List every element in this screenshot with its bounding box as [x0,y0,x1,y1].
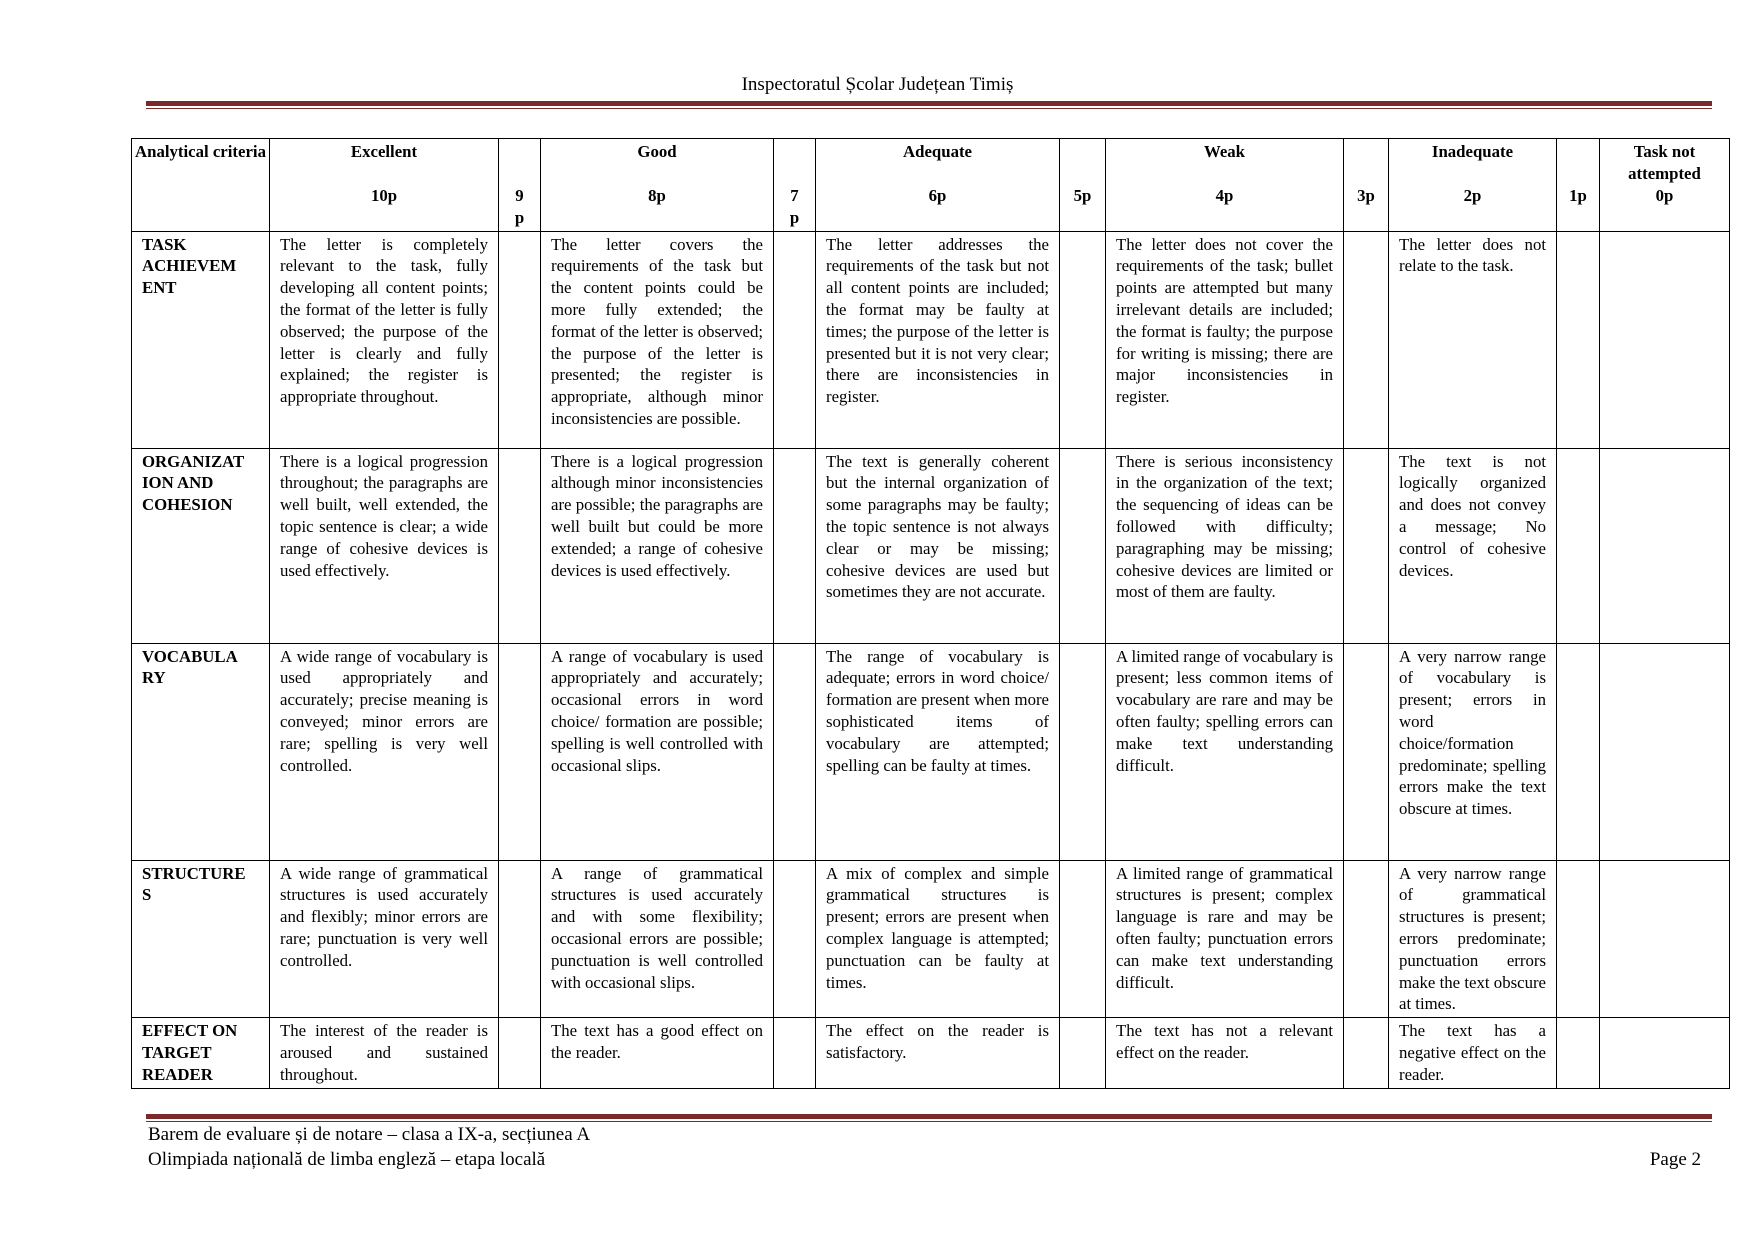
score-cell-7p [774,231,816,448]
column-header-9p: 9 p [499,139,541,232]
descriptor-inadequate: The text has a negative effect on the reader. [1389,1018,1557,1088]
descriptor-adequate: The text is generally coherent but the internal organization of some paragraphs may be faulty; the topic sentence is not always clear or may be missing; cohesive devices are used but sometimes they are not accurate. [816,448,1060,643]
descriptor-adequate: The range of vocabulary is adequate; errors in word choice/ formation are present when more sophisticated items of vocabulary are attempted; spelling can be faulty at times. [816,643,1060,860]
rubric-row-vocabulary [132,643,1730,860]
descriptor-good: The text has a good effect on the reader. [541,1018,774,1088]
score-cell-0p [1600,231,1730,448]
descriptor-adequate: A mix of complex and simple grammatical structures is present; errors are present when complex language is attempted; punctuation can be faulty at times. [816,860,1060,1018]
rubric-header-row [132,139,1730,232]
score-cell-1p [1557,1018,1600,1088]
score-cell-3p [1344,448,1389,643]
score-cell-5p [1060,1018,1106,1088]
score-cell-1p [1557,860,1600,1018]
score-cell-3p [1344,643,1389,860]
column-header-not-attempted: Task not attempted 0p [1600,139,1730,232]
footer-line-2: Olimpiada națională de limba engleză – etapa locală [148,1149,546,1170]
column-header-criteria: Analytical criteria [132,139,270,232]
score-cell-1p [1557,231,1600,448]
page-number: Page 2 [1649,1149,1701,1170]
footer-line-1: Barem de evaluare și de notare – clasa a IX-a, secțiunea A [148,1124,591,1145]
descriptor-weak: A limited range of grammatical structures is present; complex language is rare and may be often faulty; punctuation errors can make text understanding difficult. [1106,860,1344,1018]
descriptor-excellent: The interest of the reader is aroused and sustained throughout. [270,1018,499,1088]
descriptor-adequate: The effect on the reader is satisfactory. [816,1018,1060,1088]
rubric-row-organization-cohesion [132,448,1730,643]
descriptor-inadequate: The text is not logically organized and does not convey a message; No control of cohesive devices. [1389,448,1557,643]
score-cell-0p [1600,860,1730,1018]
score-cell-5p [1060,448,1106,643]
column-header-inadequate: Inadequate 2p [1389,139,1557,232]
score-cell-3p [1344,231,1389,448]
score-cell-9p [499,860,541,1018]
footer-divider [146,1114,1712,1122]
descriptor-adequate: The letter addresses the requirements of the task but not all content points are included; the format may be faulty at times; the purpose of the letter is presented but it is not very clear; there are inconsistencies in register. [816,231,1060,448]
column-header-7p: 7 p [774,139,816,232]
criterion-label: EFFECT ON TARGET READER [132,1018,270,1088]
score-cell-7p [774,643,816,860]
page-header-title: Inspectoratul Școlar Județean Timiș [741,74,1014,95]
score-cell-3p [1344,1018,1389,1088]
score-cell-7p [774,860,816,1018]
descriptor-good: A range of vocabulary is used appropriately and accurately; occasional errors in word choice/ formation are possible; spelling is well controlled with occasional slips. [541,643,774,860]
score-cell-0p [1600,643,1730,860]
assessment-rubric-table [131,138,1730,1089]
rubric-row-effect-on-target-reader [132,1018,1730,1088]
rubric-row-task-achievement [132,231,1730,448]
column-header-weak: Weak 4p [1106,139,1344,232]
criterion-label: STRUCTURE S [132,860,270,1018]
column-header-excellent: Excellent 10p [270,139,499,232]
descriptor-weak: The text has not a relevant effect on the reader. [1106,1018,1344,1088]
score-cell-5p [1060,643,1106,860]
descriptor-inadequate: A very narrow range of vocabulary is present; errors in word choice/formation predominate; spelling errors make the text obscure at times. [1389,643,1557,860]
rubric-row-structures [132,860,1730,1018]
column-header-3p: 3p [1344,139,1389,232]
descriptor-weak: There is serious inconsistency in the organization of the text; the sequencing of ideas can be followed with difficulty; paragraphing may be missing; cohesive devices are limited or most of them are faulty. [1106,448,1344,643]
score-cell-7p [774,448,816,643]
score-cell-9p [499,231,541,448]
header-divider [146,101,1712,109]
descriptor-good: There is a logical progression although minor inconsistencies are possible; the paragraphs are well built but could be more extended; a range of cohesive devices is used effectively. [541,448,774,643]
column-header-adequate: Adequate 6p [816,139,1060,232]
criterion-label: TASK ACHIEVEM ENT [132,231,270,448]
criterion-label: VOCABULA RY [132,643,270,860]
descriptor-good: The letter covers the requirements of the task but the content points could be more fully extended; the format of the letter is observed; the purpose of the letter is presented; the register is appropriate, although minor inconsistencies are possible. [541,231,774,448]
score-cell-1p [1557,643,1600,860]
column-header-good: Good 8p [541,139,774,232]
descriptor-excellent: There is a logical progression throughout; the paragraphs are well built, well extended, the topic sentence is clear; a wide range of cohesive devices is used effectively. [270,448,499,643]
score-cell-0p [1600,1018,1730,1088]
score-cell-3p [1344,860,1389,1018]
descriptor-weak: The letter does not cover the requirements of the task; bullet points are attempted but many irrelevant details are included; the format is faulty; the purpose for writing is missing; there are major inconsistencies in register. [1106,231,1344,448]
criterion-label: ORGANIZAT ION AND COHESION [132,448,270,643]
score-cell-7p [774,1018,816,1088]
score-cell-0p [1600,448,1730,643]
score-cell-1p [1557,448,1600,643]
score-cell-9p [499,1018,541,1088]
score-cell-5p [1060,860,1106,1018]
column-header-1p: 1p [1557,139,1600,232]
score-cell-9p [499,448,541,643]
score-cell-9p [499,643,541,860]
descriptor-inadequate: The letter does not relate to the task. [1389,231,1557,448]
descriptor-good: A range of grammatical structures is used accurately and with some flexibility; occasional errors are possible; punctuation is well controlled with occasional slips. [541,860,774,1018]
descriptor-excellent: The letter is completely relevant to the task, fully developing all content points; the format of the letter is fully observed; the purpose of the letter is clearly and fully explained; the register is appropriate throughout. [270,231,499,448]
column-header-5p: 5p [1060,139,1106,232]
descriptor-excellent: A wide range of grammatical structures is used accurately and flexibly; minor errors are rare; punctuation is very well controlled. [270,860,499,1018]
descriptor-excellent: A wide range of vocabulary is used appropriately and accurately; precise meaning is conveyed; minor errors are rare; spelling is very well controlled. [270,643,499,860]
descriptor-inadequate: A very narrow range of grammatical structures is present; errors predominate; punctuation errors make the text obscure at times. [1389,860,1557,1018]
descriptor-weak: A limited range of vocabulary is present; less common items of vocabulary are rare and may be often faulty; spelling errors can make text understanding difficult. [1106,643,1344,860]
score-cell-5p [1060,231,1106,448]
